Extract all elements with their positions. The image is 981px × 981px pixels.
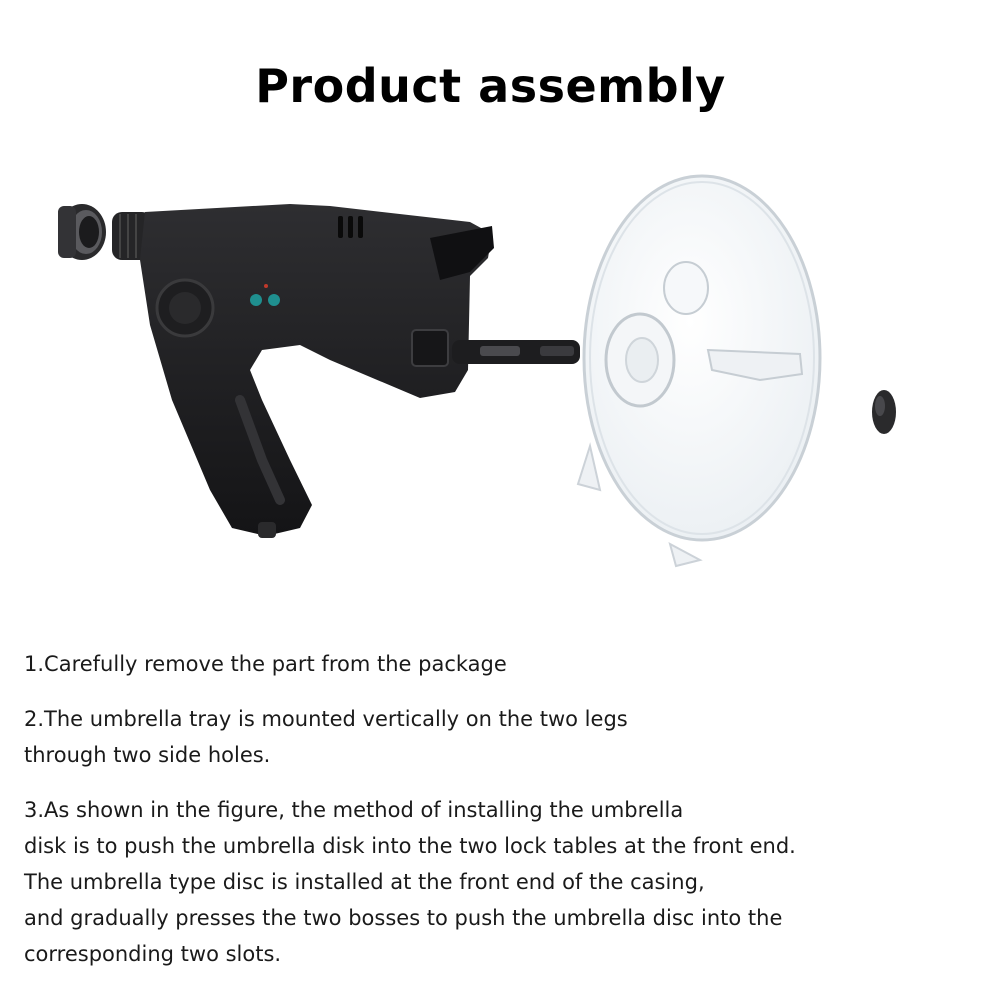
step-1 [24,646,954,682]
assembly-steps [24,646,954,972]
earpiece-cap-part [872,390,896,434]
end-cap-part [58,204,106,260]
product-exploded-view [0,160,981,580]
step-3-line-1: 3.As shown in the figure, the method of installing the umbrella [24,798,684,822]
step-3-line-5: corresponding two slots. [24,942,282,966]
step-3 [24,792,954,972]
step-3-line-2: disk is to push the umbrella disk into the two lock tables at the front end. [24,834,796,858]
step-1-line-1: 1.Carefully remove the part from the package [24,652,507,676]
step-2-line-2: through two side holes. [24,743,271,767]
step-3-line-4: and gradually presses the two bosses to push the umbrella disc into the [24,906,783,930]
page-title: Product assembly [255,58,726,113]
parabolic-dish-part [578,176,820,566]
probe-rod-part [452,340,580,364]
step-2 [24,701,954,773]
pistol-grip-body-part [140,204,494,538]
step-3-line-3: The umbrella type disc is installed at the front end of the casing, [24,870,705,894]
step-2-line-1: 2.The umbrella tray is mounted vertically on the two legs [24,707,628,731]
